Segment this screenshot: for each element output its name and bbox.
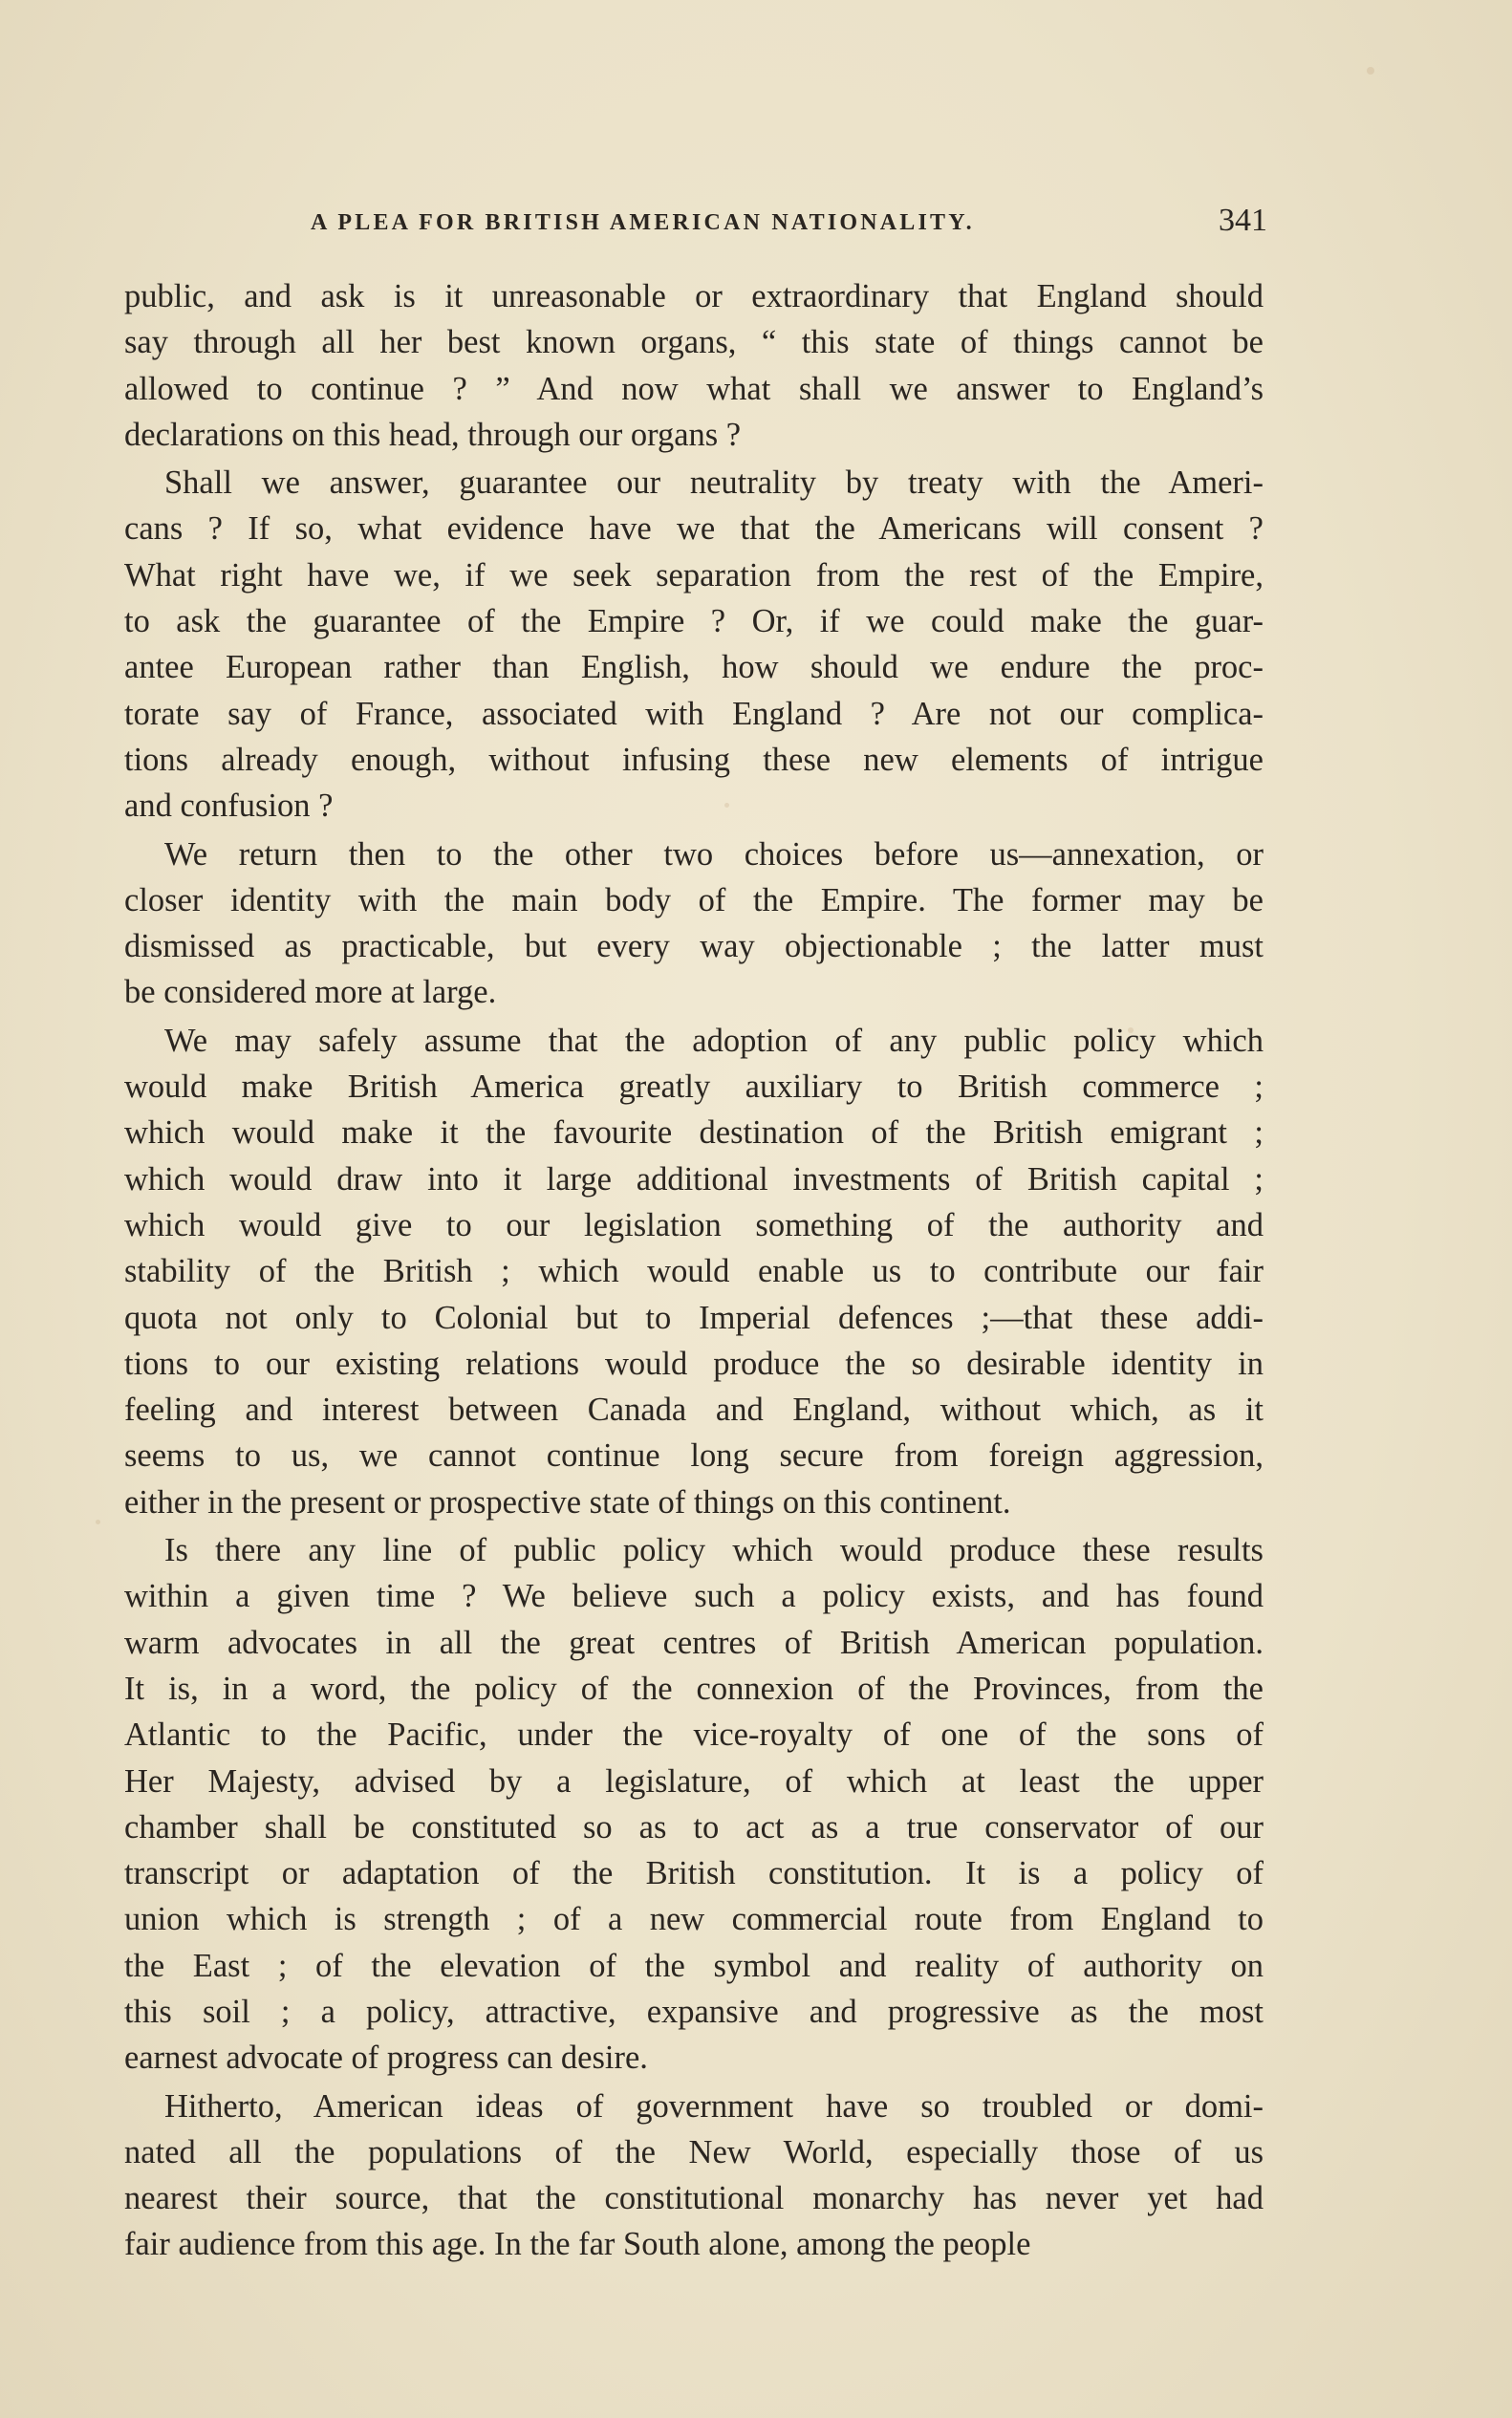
page-number: 341 <box>1219 203 1267 238</box>
text-line: the East ; of the elevation of the symbol and reality of authority on <box>124 1947 1264 1984</box>
paragraph <box>124 1018 1264 1525</box>
text-line: feeling and interest between Canada and England, without which, as it <box>124 1392 1264 1429</box>
paper-stain <box>1367 67 1374 75</box>
text-line: would make British America greatly auxiliary to British commerce ; <box>124 1069 1264 1106</box>
text-line: seems to us, we cannot continue long secure from foreign aggression, <box>124 1437 1264 1475</box>
text-line: dismissed as practicable, but every way objectionable ; the latter must <box>124 928 1264 965</box>
text-line: fair audience from this age. In the far South alone, among the people <box>124 2226 1031 2263</box>
text-line: Shall we answer, guarantee our neutrality by treaty with the Ameri- <box>164 464 1264 502</box>
body-text <box>124 273 1264 2270</box>
text-line: either in the present or prospective state of things on this continent. <box>124 1483 1011 1521</box>
text-line: We may safely assume that the adoption of any public policy which <box>164 1022 1264 1059</box>
text-line: Atlantic to the Pacific, under the vice-royalty of one of the sons of <box>124 1716 1264 1754</box>
text-line: torate say of France, associated with England ? Are not our complica- <box>124 695 1264 732</box>
text-line: tions to our existing relations would produce the so desirable identity in <box>124 1345 1264 1382</box>
text-line: quota not only to Colonial but to Imperial defences ;—that these addi- <box>124 1299 1264 1336</box>
text-line: closer identity with the main body of the Empire. The former may be <box>124 881 1264 918</box>
text-line: allowed to continue ? ” And now what shall we answer to England’s <box>124 370 1264 407</box>
paper-stain <box>96 1520 100 1524</box>
text-line: be considered more at large. <box>124 974 497 1011</box>
text-line: public, and ask is it unreasonable or extraordinary that England should <box>124 278 1264 314</box>
text-line: nated all the populations of the New World, especially those of us <box>124 2133 1264 2170</box>
paragraph <box>124 273 1264 458</box>
text-line: to ask the guarantee of the Empire ? Or, if we could make the guar- <box>124 603 1264 640</box>
text-line: this soil ; a policy, attractive, expansive and progressive as the most <box>124 1993 1264 2030</box>
text-line: warm advocates in all the great centres of British American population. <box>124 1624 1264 1661</box>
text-line: which would give to our legislation something of the authority and <box>124 1206 1264 1243</box>
paragraph <box>124 831 1264 1016</box>
running-title: A PLEA FOR BRITISH AMERICAN NATIONALITY. <box>311 210 975 235</box>
text-line: within a given time ? We believe such a policy exists, and has found <box>124 1578 1264 1615</box>
text-line: which would make it the favourite destination of the British emigrant ; <box>124 1114 1264 1152</box>
text-line: nearest their source, that the constitutional monarchy has never yet had <box>124 2180 1264 2217</box>
page-header <box>124 199 1267 247</box>
text-line: tions already enough, without infusing these new elements of intrigue <box>124 741 1264 778</box>
text-line: declarations on this head, through our organs ? <box>124 416 742 453</box>
text-line: Her Majesty, advised by a legislature, of which at least the upper <box>124 1762 1264 1800</box>
text-line: chamber shall be constituted so as to act as a true conservator of our <box>124 1808 1264 1846</box>
text-line: say through all her best known organs, “ this state of things cannot be <box>124 324 1264 361</box>
text-line: Is there any line of public policy which would produce these results <box>164 1532 1264 1569</box>
text-line: which would draw into it large additional investments of British capital ; <box>124 1160 1264 1198</box>
text-line: union which is strength ; of a new commercial route from England to <box>124 1901 1264 1938</box>
paragraph <box>124 2083 1264 2268</box>
text-line: Hitherto, American ideas of government have so troubled or domi- <box>164 2087 1264 2125</box>
text-line: and confusion ? <box>124 788 334 825</box>
text-line: stability of the British ; which would enable us to contribute our fair <box>124 1253 1264 1290</box>
text-line: earnest advocate of progress can desire. <box>124 2040 648 2077</box>
text-line: It is, in a word, the policy of the connexion of the Provinces, from the <box>124 1670 1264 1707</box>
text-line: transcript or adaptation of the British constitution. It is a policy of <box>124 1855 1264 1892</box>
text-line: antee European rather than English, how should we endure the proc- <box>124 649 1264 686</box>
paragraph <box>124 460 1264 829</box>
text-line: We return then to the other two choices before us—annexation, or <box>164 835 1264 873</box>
text-line: What right have we, if we seek separation from the rest of the Empire, <box>124 556 1264 594</box>
paragraph <box>124 1527 1264 2082</box>
text-line: cans ? If so, what evidence have we that the Americans will consent ? <box>124 510 1264 548</box>
